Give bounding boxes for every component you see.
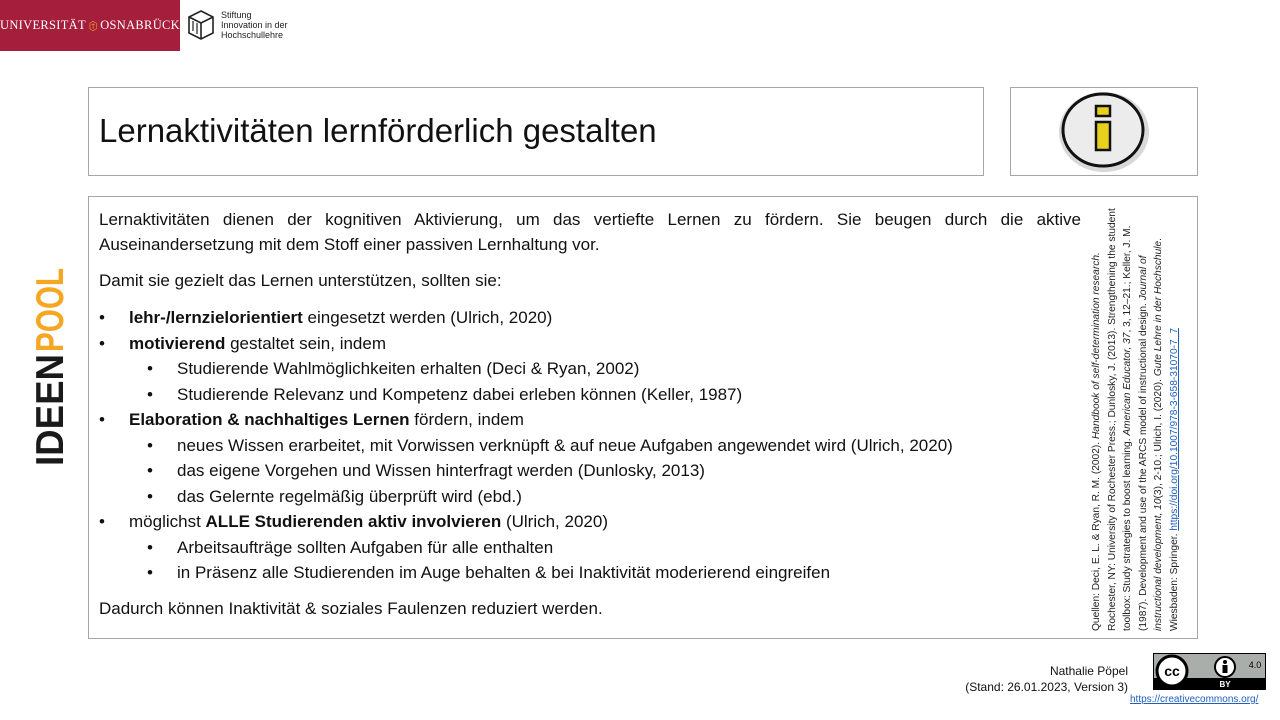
info-icon-box [1010,87,1198,176]
svg-text:POOL: POOL [30,268,70,352]
sub-list [129,433,1081,510]
list-item [99,509,1081,586]
sub-list-item: • Studierende Relevanz und Kompetenz dabei erleben können (Keller, 1987) [129,382,1081,408]
author-block [965,663,1128,695]
source-italic: Gute Lehre in der Hochschule [1153,240,1164,377]
bullet-text: (Ulrich, 2020) [501,512,608,531]
source-italic: American Educator, 37 [1122,332,1133,436]
list-item [99,407,1081,509]
bullet-list [99,305,1081,586]
sub-list-item: • Studierende Wahlmöglichkeiten erhalten (Deci & Ryan, 2002) [129,356,1081,382]
sub-list-item: • neues Wissen erarbeitet, mit Vorwissen verknüpft & auf neue Aufgaben angewendet wird (Ulrich, 2020) [129,433,1081,459]
sources-text [1089,203,1187,631]
bullet-text: fördern, indem [409,410,524,429]
source-italic: Handbook of self-determination research. [1091,252,1102,440]
source-doi-link[interactable]: https://doi.org/10.1007/978-3-658-31070-7_7 [1168,327,1180,531]
main-text [99,207,1081,621]
bullet-bold: Elaboration & nachhaltiges Lernen [129,410,410,429]
title-box [88,87,984,176]
sub-list-item: • das eigene Vorgehen und Wissen hinterfragt werden (Dunlosky, 2013) [129,458,1081,484]
cc-license-badge[interactable] [1153,653,1266,690]
sub-list [129,356,1081,407]
version-stand: (Stand: 26.01.2023, Version 3) [965,680,1128,694]
lead-paragraph: Damit sie gezielt das Lernen unterstützen, sollten sie: [99,271,502,290]
sub-list-item: • in Präsenz alle Studierenden im Auge behalten & bei Inaktivität moderierend eingreifen [129,560,1081,586]
outro-paragraph: Dadurch können Inaktivität & soziales Faulenzen reduziert werden. [99,598,603,618]
cc-version-label: 4.0 [1248,660,1262,670]
sub-list-item: • das Gelernte regelmäßig überprüft wird (ebd.) [129,484,1081,510]
list-item [99,305,1081,331]
author-name: Nathalie Pöpel [1049,664,1128,678]
source-text: Quellen: Deci, E. L. & Ryan, R. M. (2002). [1091,439,1102,631]
info-icon [1056,90,1152,174]
university-logo [0,0,180,51]
source-italic: Journal of instructional development, 10 [1137,255,1164,631]
sub-list [129,535,1081,586]
content-box [88,196,1198,639]
cc-link[interactable]: https://creativecommons.org/ [1130,694,1259,705]
source-text: , 3, 12–21.; Keller, J. M. (1987). Development and use of the ARCS model of instructional design. [1122,225,1149,631]
ideenpool-logo-graphic [30,268,70,468]
stiftung-logo [187,8,288,42]
uni-logo-right-text: OSNABRÜCK [100,18,180,32]
stiftung-line-2: Innovation in der [221,20,288,30]
list-item [99,331,1081,408]
source-text: Rochester, NY: University of Rochester Press.; Dunlosky, J. (2013). Strengthening the student toolbox: Study strategies to boost learning. [1106,208,1133,631]
uni-seal-icon [89,9,97,43]
bullet-text-pre: möglichst [129,512,206,531]
uni-logo-left-text: UNIVERSITÄT [0,18,86,32]
bullet-text: eingesetzt werden (Ulrich, 2020) [302,308,553,327]
stiftung-line-3: Hochschullehre [221,30,284,40]
source-text: (3), 2-10.; Ulrich, I. (2020). [1153,376,1164,499]
stiftung-cube-icon [187,9,215,41]
bullet-text: gestaltet sein, indem [225,333,387,353]
svg-text:cc: cc [1164,663,1180,679]
intro-paragraph: Lernaktivitäten dienen der kognitiven Aktivierung, um das vertiefte Lernen zu fördern. Sie beugen durch die aktive Auseinandersetzung mit dem Stoff einer passiven Lernhaltung vor. [99,210,1081,254]
bullet-bold: lehr-/lernzielorientiert [129,308,303,327]
source-text: . Wiesbaden: Springer. [1153,237,1180,631]
page-title: Lernaktivitäten lernförderlich gestalten [99,112,657,149]
cc-by-label: BY [1219,680,1231,689]
sub-list-item: • Arbeitsaufträge sollten Aufgaben für alle enthalten [129,535,1081,561]
bullet-bold: ALLE Studierenden aktiv involvieren [205,512,502,531]
stiftung-line-1: Stiftung [221,10,252,20]
bullet-bold: motivierend [129,333,226,353]
cc-by-icon [1154,654,1265,689]
ideenpool-logo [30,268,70,468]
svg-text:IDEEN: IDEEN [30,346,70,466]
